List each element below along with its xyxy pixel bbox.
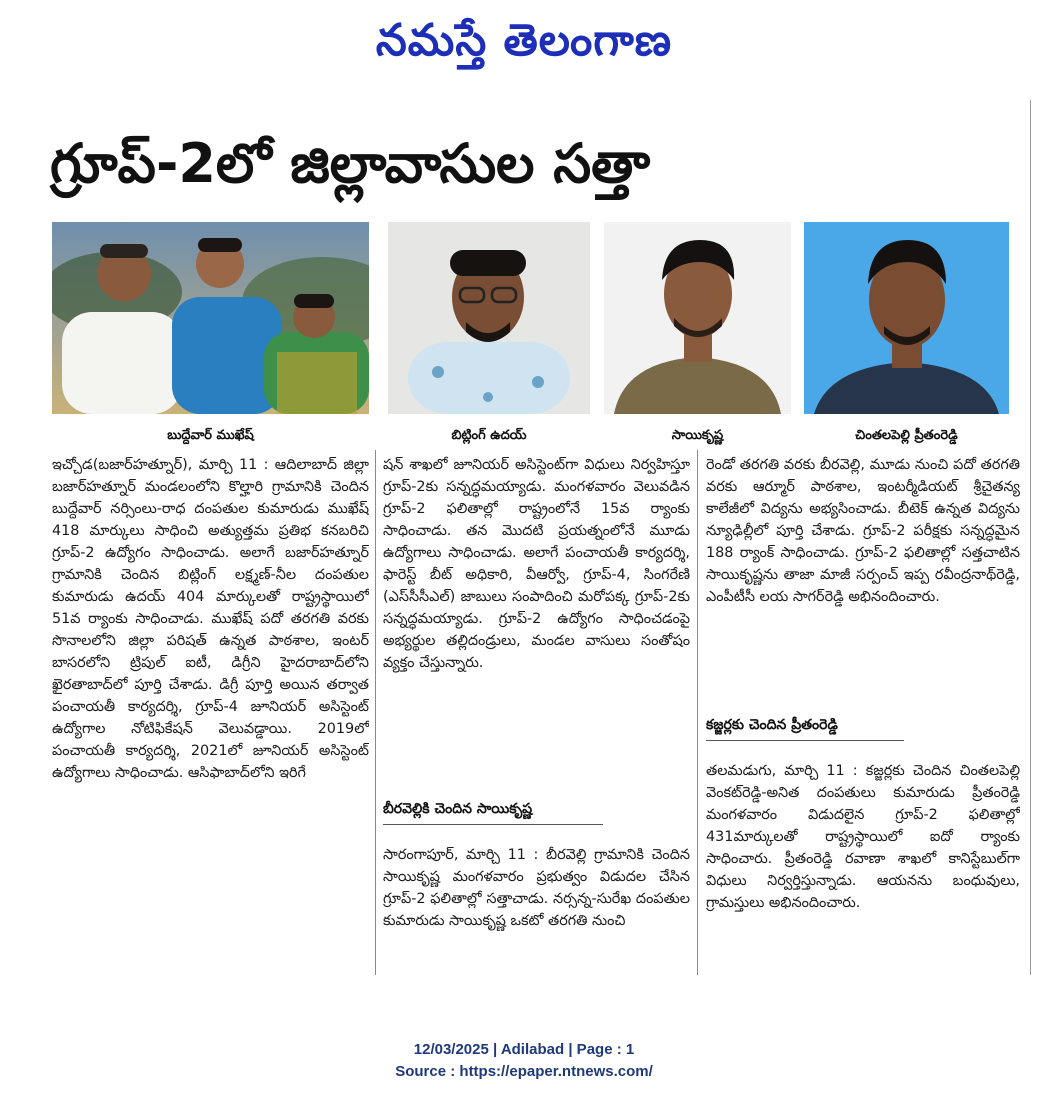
footer-source: Source : https://epaper.ntnews.com/ [395, 1063, 653, 1080]
column-divider-2 [697, 450, 698, 975]
article-column-3-top [706, 454, 1020, 698]
article-text-col1: ఇచ్చోడ(బజార్‌హత్నూర్), మార్చి 11 : ఆదిలాబాద్ జిల్లా బజార్‌హత్నూర్ మండలంలోని కొల్హారి గ్రామానికి చెందిన బుద్దేవార్ నర్సింలు-రాధ దంపతుల కుమారుడు ముఖేష్ 418 మార్కులు సాధించి అత్యుత్తమ ప్రతిభ కనబరిచి గ్రూప్-2 ఉద్యోగం సాధించాడు. అలాగే బజార్‌హత్నూర్ గ్రామానికి చెందిన బిట్లింగ్ లక్ష్మణ్-నీల దంపతుల కుమారుడు ఉదయ్ 404 మార్కులతో రాష్ట్రస్థాయిలో 51వ ర్యాంకు సాధించాడు. ముఖేష్ పదో తరగతి వరకు సొనాలలోని జిల్లా పరిషత్ ఉన్నత పాఠశాల, ఇంటర్ బాసరలోని ట్రిపుల్ ఐటీ, డిగ్రీని హైదరాబాద్‌లోని ఖైరతాబాద్‌లో పూర్తి చేశాడు. డిగ్రీ పూర్తి అయిన తర్వాత పంచాయతీ కార్యదర్శి, గ్రూప్-4 జూనియర్ అసిస్టెంట్ ఉద్యోగాల నోటిఫికేషన్ వెలువడ్డాయి. 2019లో పంచాయతీ కార్యదర్శి, 2021లో జూనియర్ అసిస్టెంట్ ఉద్యోగాలు సాధించాడు. ఆసిఫాబాద్‌లోని ఇరిగే [52, 457, 369, 781]
article-column-3-bottom [706, 760, 1020, 980]
subhead-underline-saikrishna [383, 824, 603, 825]
photo-preetham-reddy [804, 222, 1009, 414]
footer-edition: 12/03/2025 | Adilabad | Page : 1 [413, 1041, 635, 1058]
article-text-col3-top: రెండో తరగతి వరకు బీరవెల్లి, మూడు నుంచి పదో తరగతి వరకు ఆర్మూర్ పాఠశాల, ఇంటర్మీడియట్ శ్రీచైతన్య కాలేజీలో విద్యను అభ్యసించాడు. బీటెక్ ఉన్నత విద్యను న్యూఢిల్లీలో పూర్తి చేశాడు. గ్రూప్-2 పరీక్షకు సన్నద్ధమైన 188 ర్యాంక్ సాధించాడు. గ్రూప్-2 ఫలితాల్లో సత్తచాటిన సాయికృష్ణను తాజా మాజీ సర్పంచ్ ఇప్ప రవీంద్రనాథ్‌రెడ్డి, ఎంపీటీసీ లయ సాగర్‌రెడ్డి అభినందించారు. [706, 457, 1020, 605]
caption-mukhesh: బుద్దేవార్ ముఖేష్ [167, 428, 254, 443]
article-text-col2-top: షన్ శాఖలో జూనియర్ అసిస్టెంట్‌గా విధులు నిర్వహిస్తూ గ్రూప్-2కు సన్నద్ధమయ్యాడు. మంగళవారం వెలువడిన గ్రూప్-2 ఫలితాల్లో రాష్ట్రంలోనే 15వ ర్యాంకు సాధించాడు. తన మొదటి ప్రయత్నంలోనే మూడు ఉద్యోగాలు సాధించాడు. అలాగే పంచాయతీ కార్యదర్శి, ఫారెస్ట్ బీట్ అధికారి, వీఆర్వో, గ్రూప్-4, సింగరేణి (ఎస్‌సీసీఎల్) జాబులు సంపాదించి మరోపక్క గ్రూప్-2కు సన్నద్ధమయ్యాడు. గ్రూప్-2 ఉద్యోగం సాధించడంపై అభ్యర్థుల తల్లిదండ్రులు, మండల వాసులు సంతోషం వ్యక్తం చేస్తున్నారు. [383, 457, 690, 671]
article-column-2-bottom [383, 844, 690, 976]
photo-uday [388, 222, 590, 414]
subhead-preetham-reddy: కజ్జర్లకు చెందిన ప్రీతంరెడ్డి [706, 717, 838, 733]
caption-preetham-reddy: చింతలపెల్లి ప్రీతంరెడ్డి [855, 428, 958, 443]
headline: గ్రూప్-2లో జిల్లావాసుల సత్తా [50, 132, 651, 195]
article-text-col3-bottom: తలమడుగు, మార్చి 11 : కజ్జర్లకు చెందిన చింతలపెల్లి వెంకట్‌రెడ్డి-అనిత దంపతులు కుమారుడు ప్రీతంరెడ్డి మంగళవారం విడుదలైన గ్రూప్-2 ఫలితాల్లో 431మార్కులతో రాష్ట్రస్థాయిలో ఐదో ర్యాంకు సాధించారు. ప్రీతంరెడ్డి రవాణా శాఖలో కానిస్టేబుల్‌గా విధులు నిర్వర్తిస్తున్నాడు. ఆయనను బంధువులు, గ్రామస్తులు అభినందించారు. [706, 763, 1020, 911]
caption-saikrishna: సాయికృష్ణ [671, 428, 724, 443]
subhead-saikrishna: బీరవెల్లికి చెందిన సాయికృష్ణ [383, 801, 533, 817]
photo-mukhesh-family [52, 222, 369, 414]
column-divider-1 [375, 450, 376, 975]
subhead-underline-preetham-reddy [706, 740, 904, 741]
masthead [0, 2, 1048, 80]
masthead-logo: నమస్తే తెలంగాణ [375, 15, 673, 66]
page-border-right [1030, 100, 1031, 975]
article-text-col2-bottom: సారంగాపూర్, మార్చి 11 : బీరవెల్లి గ్రామానికి చెందిన సాయికృష్ణ మంగళవారం ప్రభుత్వం విడుదల చేసిన గ్రూప్-2 ఫలితాల్లో సత్తాచాడు. నర్సన్న-సురేఖ దంపతుల కుమారుడు సాయికృష్ణ ఒకటో తరగతి నుంచి [383, 847, 690, 929]
article-column-2-top [383, 454, 690, 784]
photo-saikrishna [604, 222, 791, 414]
caption-uday: బిట్లింగ్ ఉదయ్ [451, 428, 527, 443]
article-column-1 [52, 454, 369, 982]
